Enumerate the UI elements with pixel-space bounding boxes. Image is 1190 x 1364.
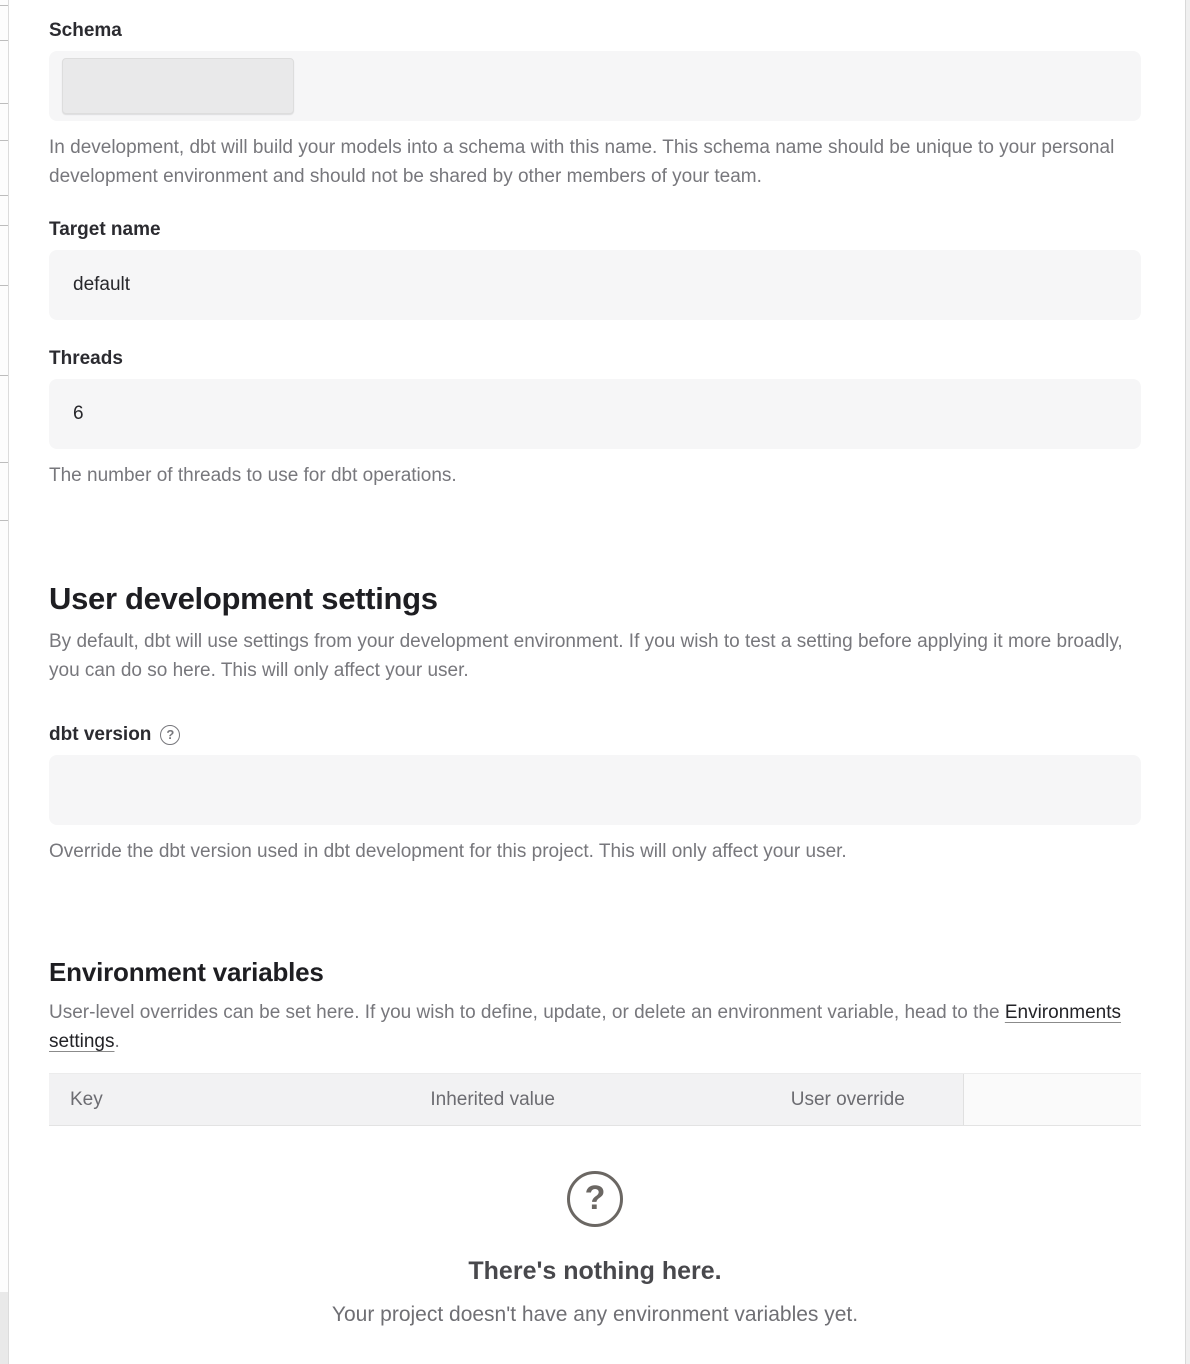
column-header-user-override: User override xyxy=(770,1074,963,1126)
dbt-version-input[interactable] xyxy=(49,755,1141,825)
schema-input[interactable] xyxy=(49,51,1141,121)
panel-divider-tick xyxy=(0,520,8,521)
target-name-label: Target name xyxy=(49,219,161,240)
right-panel-edge[interactable] xyxy=(1185,0,1190,1364)
table-header-row xyxy=(49,1074,1141,1126)
question-mark-circle-icon: ? xyxy=(567,1171,623,1227)
environment-variables-table xyxy=(49,1073,1141,1126)
threads-label: Threads xyxy=(49,348,123,369)
environment-variables-description xyxy=(49,998,1141,1056)
panel-divider-tick xyxy=(0,103,8,104)
threads-input[interactable] xyxy=(49,379,1141,449)
environment-variables-title: Environment variables xyxy=(49,957,324,987)
target-name-input[interactable] xyxy=(49,250,1141,320)
panel-divider-tick xyxy=(0,140,8,141)
left-panel-edge xyxy=(0,0,9,1364)
panel-divider-tick xyxy=(0,225,8,226)
dbt-version-label: dbt version xyxy=(49,724,152,745)
column-header-inherited-value: Inherited value xyxy=(409,1074,769,1126)
dbt-version-help-text: Override the dbt version used in dbt development for this project. This will only affect your user. xyxy=(49,841,847,862)
threads-help-text: The number of threads to use for dbt operations. xyxy=(49,465,457,486)
panel-divider-tick xyxy=(0,375,8,376)
user-development-settings-description: By default, dbt will use settings from your development environment. If you wish to test a setting before applying it more broadly, you can do so here. This will only affect your user. xyxy=(49,631,1123,681)
environments-settings-link[interactable]: Environments settings xyxy=(49,1002,1122,1052)
settings-form xyxy=(49,0,1141,1328)
panel-divider-tick xyxy=(0,195,8,196)
panel-divider-tick xyxy=(0,5,8,6)
schema-label: Schema xyxy=(49,20,122,41)
environment-variables-description-text: User-level overrides can be set here. If you wish to define, update, or delete an environment variable, head to the xyxy=(49,1002,1005,1023)
environment-variables-description-period: . xyxy=(114,1031,120,1052)
panel-divider-tick xyxy=(0,40,8,41)
empty-state xyxy=(49,1171,1141,1328)
schema-loading-skeleton xyxy=(62,58,294,114)
column-header-actions xyxy=(963,1074,1141,1126)
empty-state-message: Your project doesn't have any environment variables yet. xyxy=(331,1303,859,1326)
column-header-key: Key xyxy=(49,1074,409,1126)
help-icon[interactable]: ? xyxy=(160,725,180,745)
empty-state-title: There's nothing here. xyxy=(468,1257,722,1285)
schema-help-text: In development, dbt will build your models into a schema with this name. This schema name should be unique to your personal development environment and should not be shared by other members of your team. xyxy=(49,137,1115,187)
user-development-settings-title: User development settings xyxy=(49,581,438,616)
panel-divider-tick xyxy=(0,285,8,286)
panel-footer-edge xyxy=(0,1292,8,1364)
panel-divider-tick xyxy=(0,462,8,463)
